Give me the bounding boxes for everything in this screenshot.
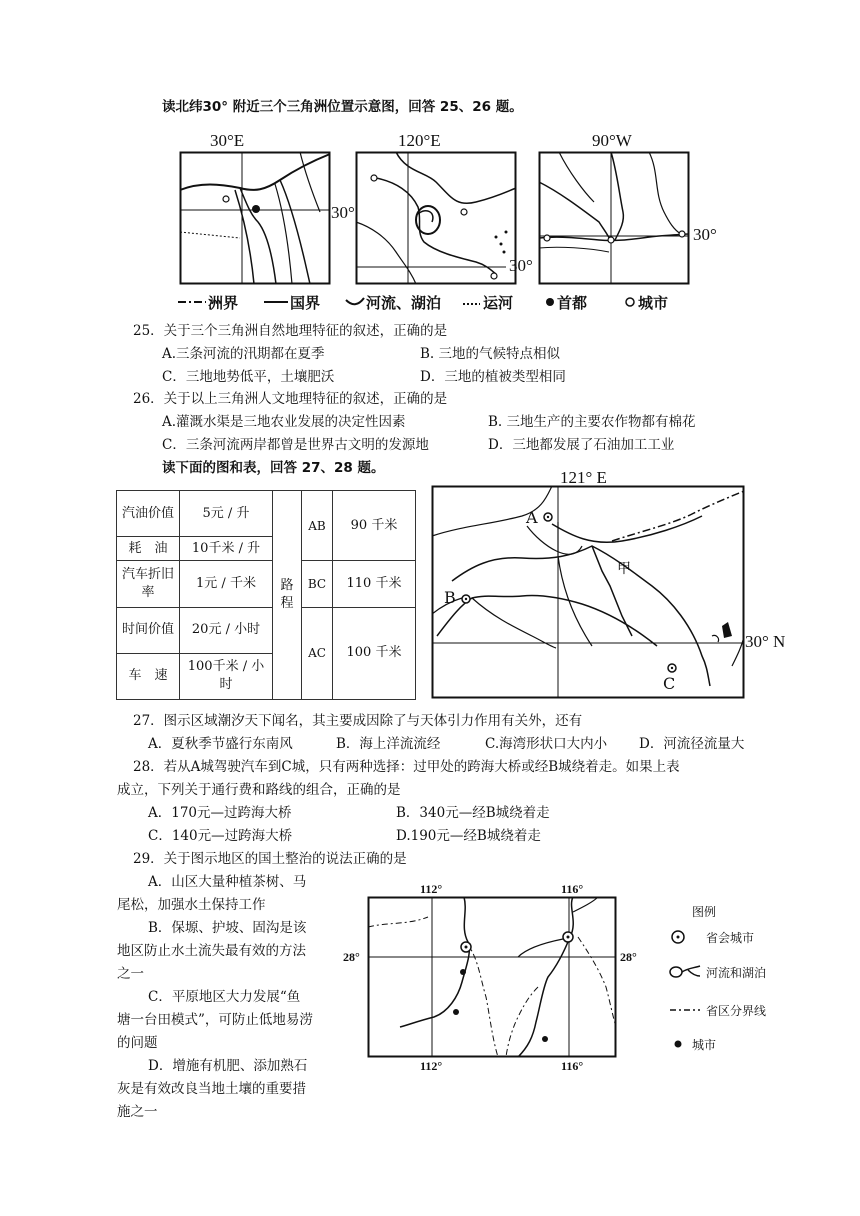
legend-continent-border: 洲界 — [208, 294, 239, 312]
point-c-label: C — [663, 674, 676, 693]
map3-lon-bottom-116: 116° — [561, 1059, 584, 1073]
time-value-value: 20元 / 小时 — [180, 607, 273, 653]
intro-25-26: 读北纬30° 附近三个三角洲位置示意图，回答 25、26 题。 — [162, 99, 523, 115]
time-value-label: 时间价值 — [117, 607, 180, 653]
map3-lat-left-28: 28° — [343, 950, 360, 964]
q25-option-a: A.三条河流的汛期都在夏季 — [162, 346, 325, 362]
route-ab-name: AB — [302, 491, 333, 561]
province-map-svg — [368, 897, 616, 1057]
q28-option-c: C．140元—过跨海大桥 — [148, 828, 293, 844]
q27-stem: 27．图示区域潮汐天下闻名，其主要成因除了与天体引力作用有关外，还有 — [133, 713, 583, 729]
map3-lon-top-116: 116° — [561, 882, 584, 896]
map3-lat-right-28: 28° — [620, 950, 637, 964]
q26-stem: 26．关于以上三角洲人文地理特征的叙述，正确的是 — [133, 391, 448, 407]
q26-option-a: A.灌溉水渠是三地农业发展的决定性因素 — [162, 414, 406, 430]
legend-city: 城市 — [638, 294, 669, 312]
bay-map-lat: 30° N — [745, 632, 786, 651]
legend-provincial-capital: 省会城市 — [706, 931, 755, 945]
legend-canal: 运河 — [483, 294, 514, 312]
map1-lat-label: 30° — [331, 203, 355, 222]
speed-label: 车 速 — [117, 653, 180, 699]
legend-capital: 首都 — [557, 294, 588, 312]
map1-lon-label: 30°E — [210, 131, 245, 150]
nile-delta-map — [180, 152, 330, 284]
map3-lon-bottom-112: 112° — [420, 1059, 443, 1073]
q29-option-c-line3: 的问题 — [117, 1035, 158, 1051]
q29-option-a-line2: 尾松，加强水土保持工作 — [117, 897, 266, 913]
q28-stem-line1: 28．若从A城驾驶汽车到C城，只有两种选择：过甲处的跨海大桥或经B城绕着走。如果上表 — [133, 759, 680, 775]
fuel-label: 耗 油 — [117, 537, 180, 561]
intro-27-28: 读下面的图和表，回答 27、28 题。 — [162, 460, 385, 476]
bay-map-svg — [432, 486, 744, 698]
q25-option-b: B. 三地的气候特点相似 — [420, 346, 561, 362]
legend-national-border: 国界 — [290, 294, 321, 312]
route-bc-name: BC — [302, 561, 333, 607]
legend-rivers-lakes: 河流和湖泊 — [706, 966, 767, 980]
map2-lon-label: 120°E — [398, 131, 441, 150]
q29-stem: 29．关于图示地区的国土整治的说法正确的是 — [133, 851, 407, 867]
legend-province-boundary: 省区分界线 — [706, 1004, 767, 1018]
q27-option-b: B．海上洋流流经 — [336, 736, 441, 752]
map3-lat-label: 30° — [693, 225, 717, 244]
map3-lon-label: 90°W — [592, 131, 632, 150]
route-ac-name: AC — [302, 607, 333, 699]
route-ab-dist: 90 千米 — [333, 491, 416, 561]
point-b-label: B — [444, 588, 456, 607]
point-a-label: A — [526, 508, 538, 527]
q25-stem: 25．关于三个三角洲自然地理特征的叙述，正确的是 — [133, 323, 448, 339]
depreciation-value: 1元 / 千米 — [180, 561, 273, 607]
q27-option-a: A．夏秋季节盛行东南风 — [148, 736, 293, 752]
map2-lat-label: 30° — [509, 256, 533, 275]
q29-option-c-line2: 塘一台田模式”，可防止低地易涝 — [117, 1012, 313, 1028]
q28-option-a: A．170元—过跨海大桥 — [148, 805, 292, 821]
q29-option-d-line1: D．增施有机肥、添加熟石 — [148, 1058, 308, 1074]
q25-option-d: D．三地的植被类型相同 — [420, 369, 566, 385]
bay-map-lon: 121° E — [560, 468, 607, 487]
q26-option-c: C．三条河流两岸都曾是世界古文明的发源地 — [162, 437, 429, 453]
q27-option-c: C.海湾形状口大内小 — [485, 736, 608, 752]
mississippi-delta-map — [539, 152, 689, 284]
depreciation-label: 汽车折旧率 — [117, 561, 180, 607]
petrol-label: 汽油价值 — [117, 491, 180, 537]
speed-value: 100千米 / 小时 — [180, 653, 273, 699]
route-bc-dist: 110 千米 — [333, 561, 416, 607]
legend-river-lake: 河流、湖泊 — [366, 294, 442, 312]
map3-legend-title: 图例 — [692, 905, 717, 919]
q29-option-c-line1: C．平原地区大力发展“鱼 — [148, 989, 301, 1005]
q29-option-a-line1: A．山区大量种植茶树、马 — [148, 874, 307, 890]
q29-option-d-line2: 灰是有效改良当地土壤的重要措 — [117, 1081, 306, 1097]
petrol-value: 5元 / 升 — [180, 491, 273, 537]
fuel-value: 10千米 / 升 — [180, 537, 273, 561]
legend-city-dot: 城市 — [692, 1038, 717, 1052]
q28-option-d: D.190元—经B城绕着走 — [396, 828, 541, 844]
yangtze-delta-map — [356, 152, 516, 284]
q29-option-b-line3: 之一 — [117, 966, 144, 982]
q28-stem-line2: 成立，下列关于通行费和路线的组合，正确的是 — [117, 782, 401, 798]
q26-option-b: B. 三地生产的主要农作物都有棉花 — [488, 414, 696, 430]
q25-option-c: C．三地地势低平，土壤肥沃 — [162, 369, 335, 385]
q29-option-b-line1: B．保塬、护坡、固沟是该 — [148, 920, 307, 936]
bridge-jia-label: 甲 — [617, 561, 631, 577]
q26-option-d: D．三地都发展了石油加工工业 — [488, 437, 675, 453]
route-label: 路程 — [273, 491, 302, 700]
q27-option-d: D．河流径流量大 — [639, 736, 745, 752]
map3-lon-top-112: 112° — [420, 882, 443, 896]
q29-option-b-line2: 地区防止水土流失最有效的方法 — [117, 943, 306, 959]
q28-option-b: B．340元—经B城绕着走 — [396, 805, 550, 821]
cost-table — [116, 490, 416, 700]
route-ac-dist: 100 千米 — [333, 607, 416, 699]
q29-option-d-line3: 施之一 — [117, 1104, 158, 1120]
